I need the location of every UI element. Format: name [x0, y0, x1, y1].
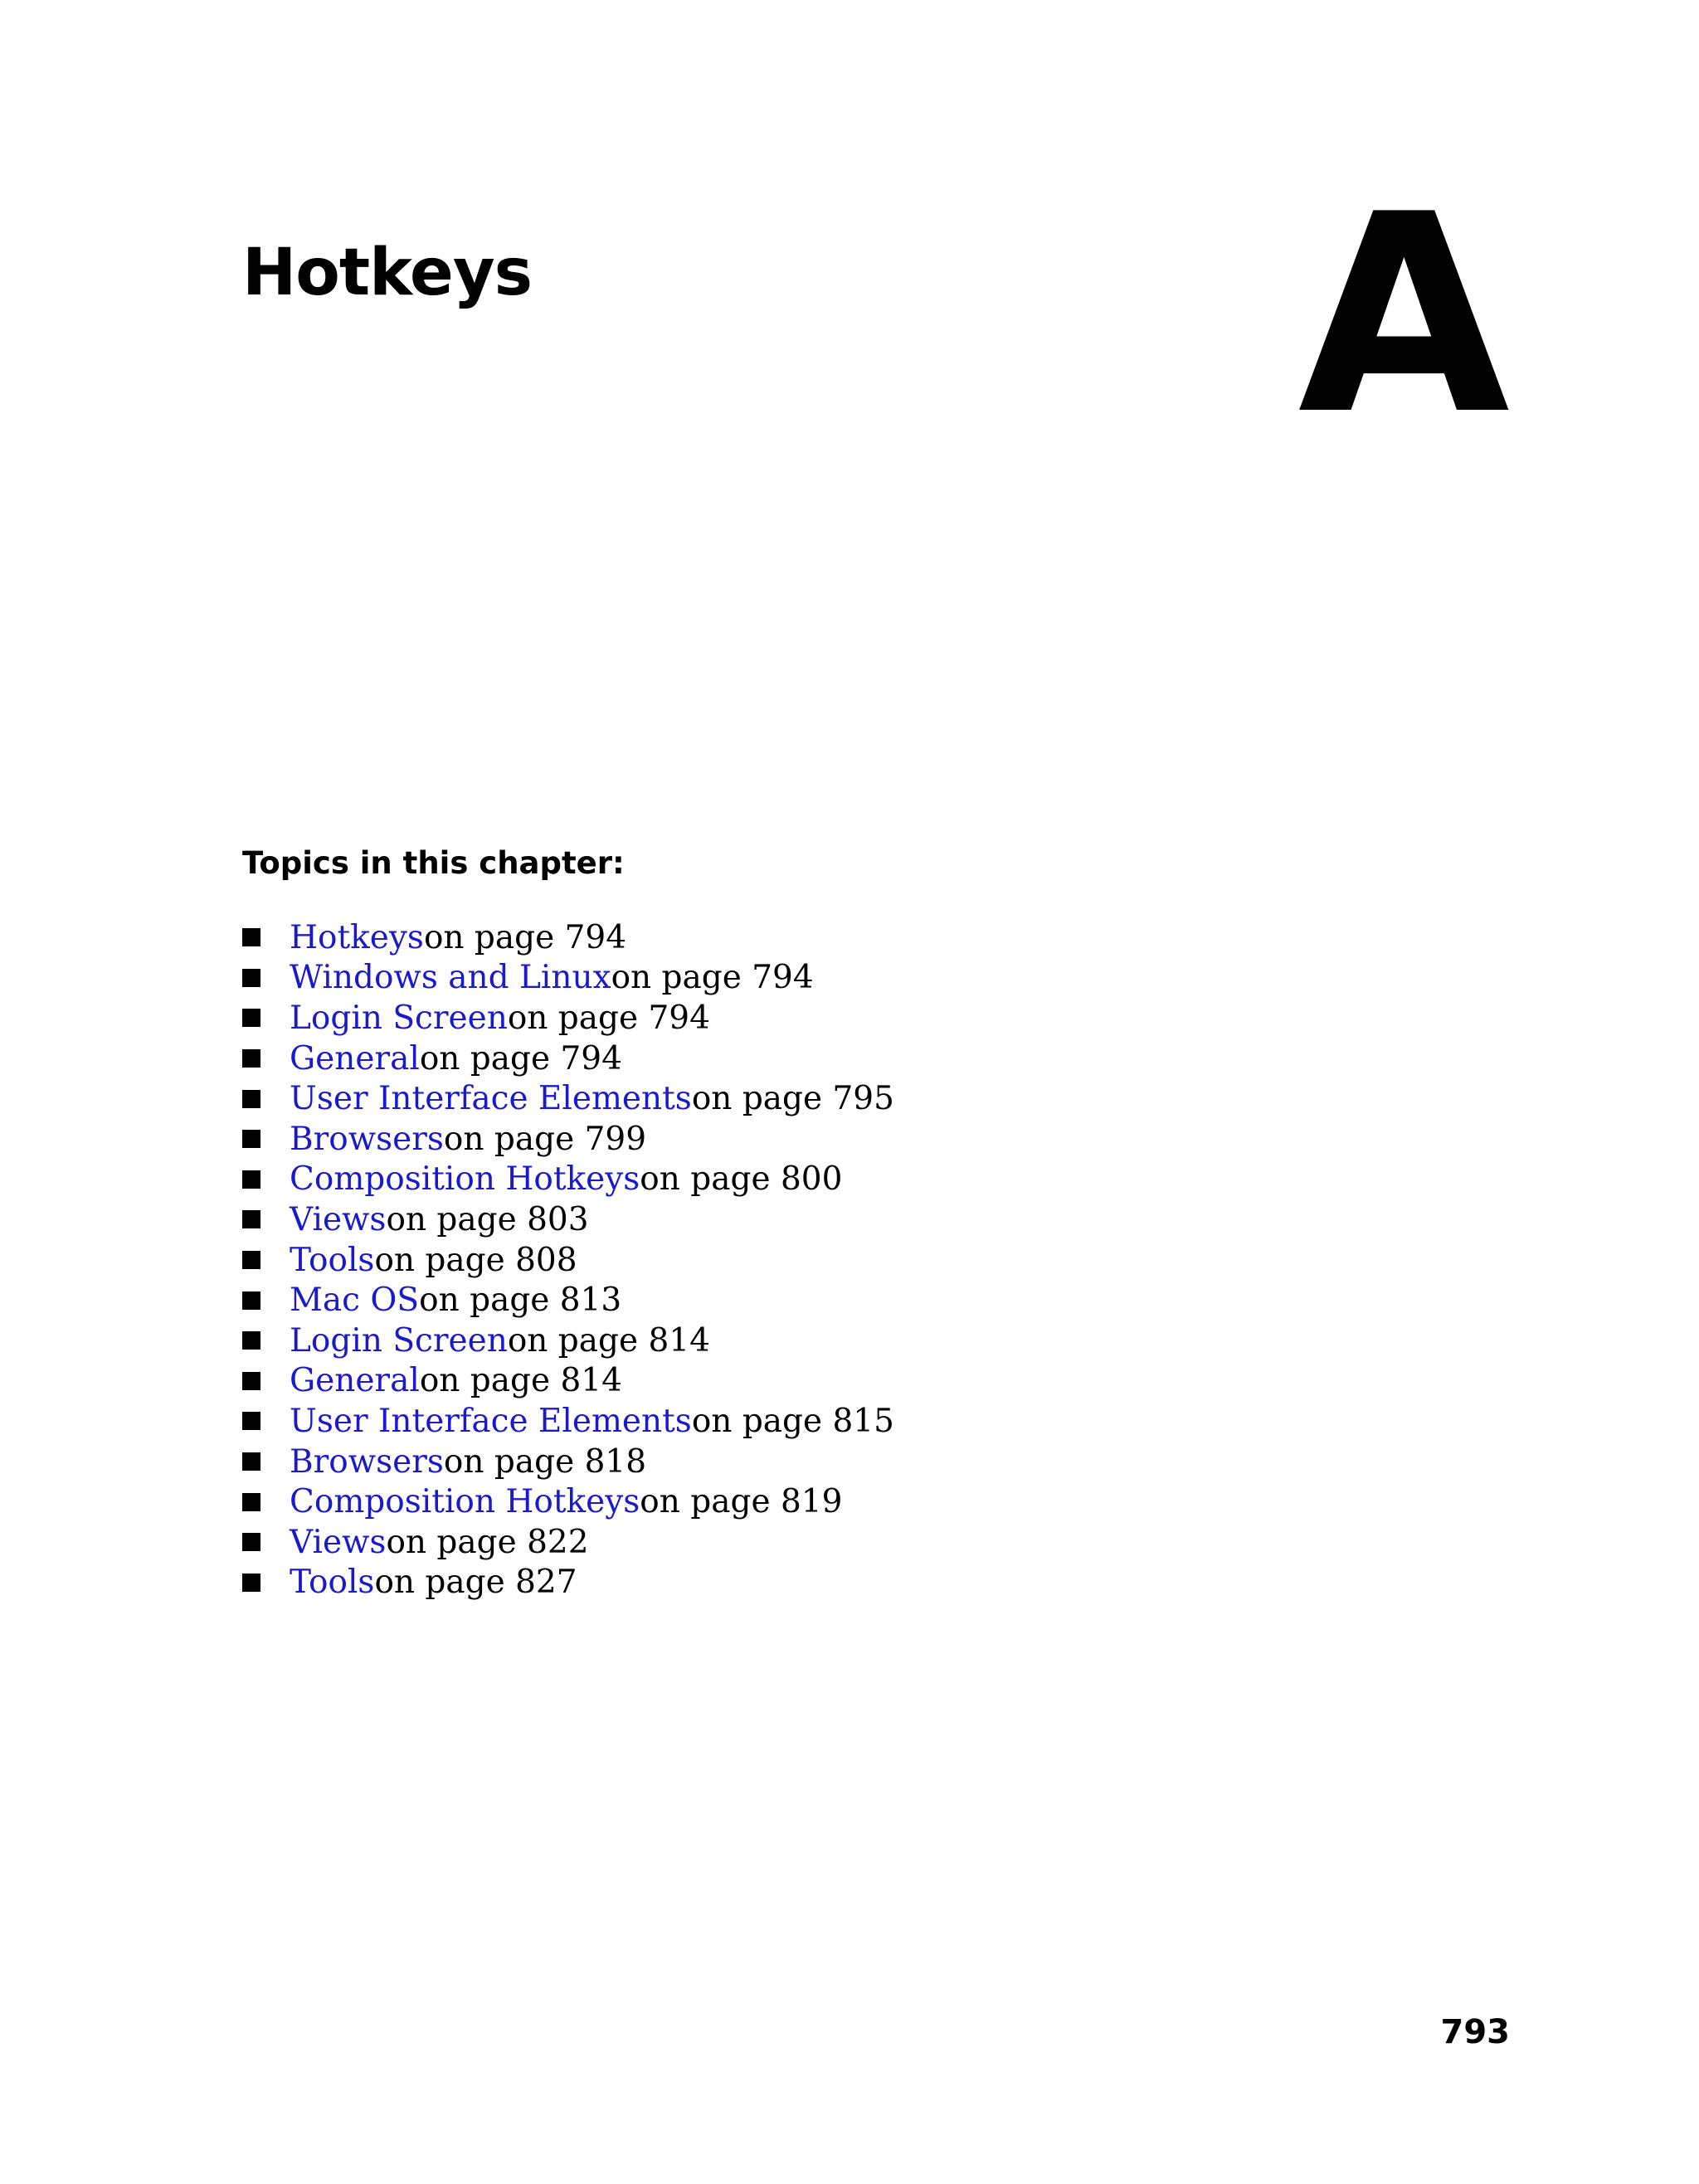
square-bullet-icon: [242, 1210, 260, 1228]
topic-item: [242, 998, 894, 1038]
topic-link[interactable]: Tools: [290, 1241, 375, 1279]
topic-page-reference: on page 794: [507, 999, 710, 1037]
topic-link[interactable]: Browsers: [290, 1120, 444, 1158]
square-bullet-icon: [242, 1412, 260, 1430]
square-bullet-icon: [242, 1291, 260, 1310]
topic-page-reference: on page 814: [507, 1321, 710, 1360]
topic-item: [242, 1078, 894, 1119]
square-bullet-icon: [242, 1452, 260, 1471]
topic-link[interactable]: General: [290, 1362, 420, 1400]
topic-link[interactable]: User Interface Elements: [290, 1080, 692, 1118]
topic-link[interactable]: Composition Hotkeys: [290, 1160, 640, 1199]
topic-link[interactable]: Windows and Linux: [290, 959, 611, 997]
chapter-title: Hotkeys: [242, 236, 533, 310]
topic-page-reference: on page 808: [374, 1241, 577, 1279]
topic-page-reference: on page 822: [386, 1523, 589, 1561]
topic-link[interactable]: Tools: [290, 1564, 375, 1602]
topics-list: [242, 917, 894, 1603]
topic-link[interactable]: Login Screen: [290, 999, 508, 1037]
square-bullet-icon: [242, 1170, 260, 1189]
chapter-letter: A: [1297, 156, 1510, 474]
square-bullet-icon: [242, 1130, 260, 1148]
topic-item: [242, 1321, 894, 1361]
square-bullet-icon: [242, 1049, 260, 1068]
topic-link[interactable]: General: [290, 1039, 420, 1077]
topic-page-reference: on page 815: [691, 1402, 894, 1440]
square-bullet-icon: [242, 1009, 260, 1027]
topic-page-reference: on page 803: [386, 1200, 589, 1238]
topic-item: [242, 1280, 894, 1321]
topic-page-reference: on page 819: [640, 1483, 843, 1521]
topic-item: [242, 1038, 894, 1079]
topic-item: [242, 1240, 894, 1281]
square-bullet-icon: [242, 969, 260, 987]
topics-heading: Topics in this chapter:: [242, 845, 625, 881]
square-bullet-icon: [242, 928, 260, 946]
topic-item: [242, 1119, 894, 1160]
topic-page-reference: on page 794: [423, 918, 627, 956]
topic-link[interactable]: Login Screen: [290, 1321, 508, 1360]
topic-item: [242, 1481, 894, 1522]
topic-item: [242, 1401, 894, 1442]
square-bullet-icon: [242, 1372, 260, 1390]
square-bullet-icon: [242, 1533, 260, 1551]
topic-item: [242, 958, 894, 999]
topic-page-reference: on page 794: [611, 959, 814, 997]
square-bullet-icon: [242, 1090, 260, 1108]
square-bullet-icon: [242, 1331, 260, 1350]
topic-page-reference: on page 827: [374, 1564, 577, 1602]
topic-item: [242, 1563, 894, 1603]
topic-link[interactable]: User Interface Elements: [290, 1402, 692, 1440]
topic-page-reference: on page 814: [419, 1362, 622, 1400]
topic-link[interactable]: Views: [290, 1523, 387, 1561]
square-bullet-icon: [242, 1574, 260, 1592]
topic-item: [242, 917, 894, 958]
square-bullet-icon: [242, 1493, 260, 1511]
topic-link[interactable]: Composition Hotkeys: [290, 1483, 640, 1521]
topic-page-reference: on page 818: [443, 1442, 647, 1481]
topic-item: [242, 1442, 894, 1482]
topic-item: [242, 1160, 894, 1200]
topic-link[interactable]: Views: [290, 1200, 387, 1238]
topic-link[interactable]: Hotkeys: [290, 918, 424, 956]
page-number: 793: [1440, 2013, 1510, 2051]
topic-item: [242, 1199, 894, 1240]
topic-link[interactable]: Mac OS: [290, 1282, 420, 1320]
square-bullet-icon: [242, 1251, 260, 1269]
topic-item: [242, 1361, 894, 1402]
topic-item: [242, 1522, 894, 1563]
topic-page-reference: on page 795: [691, 1080, 894, 1118]
topic-page-reference: on page 800: [640, 1160, 843, 1199]
topic-page-reference: on page 799: [443, 1120, 647, 1158]
topic-link[interactable]: Browsers: [290, 1442, 444, 1481]
topic-page-reference: on page 794: [419, 1039, 622, 1077]
topic-page-reference: on page 813: [419, 1282, 622, 1320]
